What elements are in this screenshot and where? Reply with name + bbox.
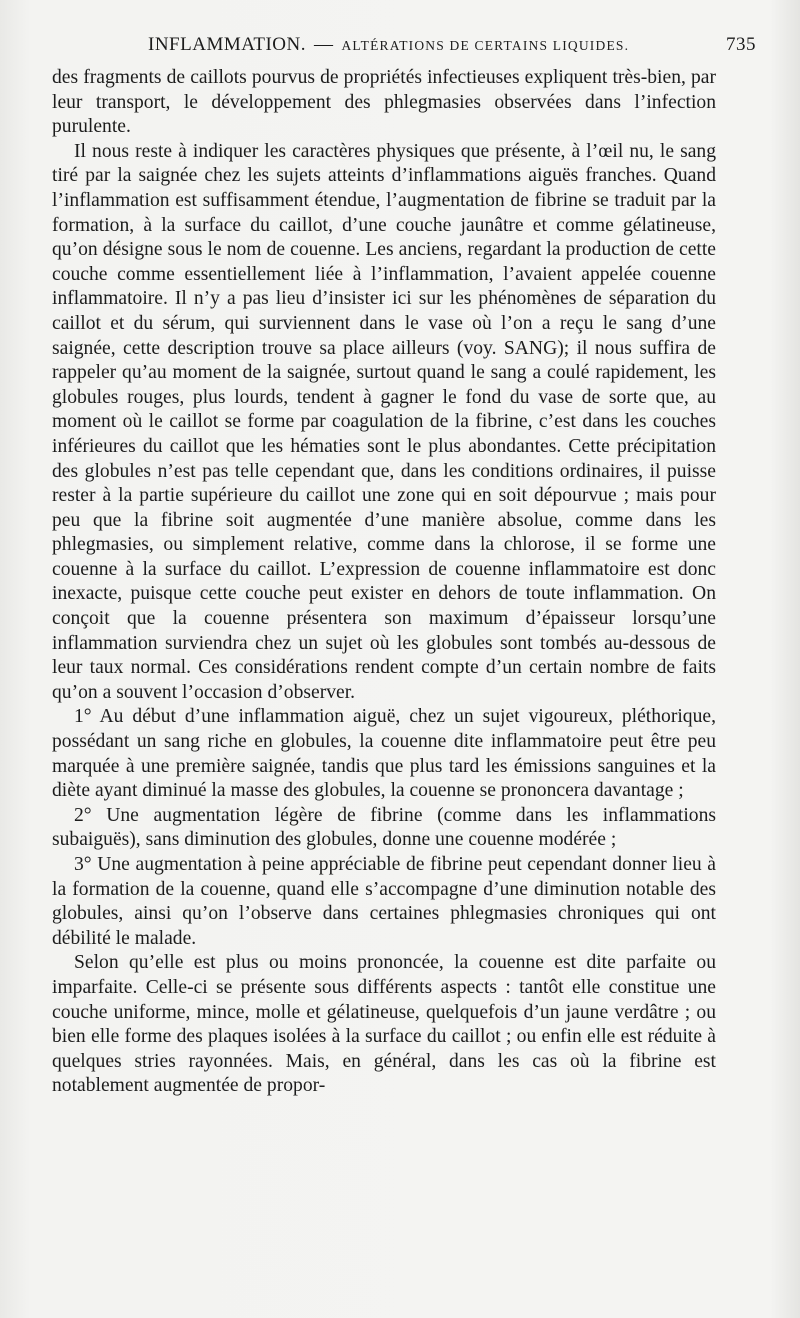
header-title: INFLAMMATION. [148, 34, 306, 55]
header-subtitle: ALTÉRATIONS DE CERTAINS LIQUIDES. [341, 38, 630, 53]
page-number: 735 [726, 34, 756, 55]
paragraph-6: Selon qu’elle est plus ou moins prononcée, la couenne est dite parfaite ou imparfaite. Celle-ci se présente sous différents aspects : tantôt elle constitue une couche uniforme, mince, molle et gélatineuse, quelquefois d’un jaune verdâtre ; ou bien elle forme des plaques isolées à la surface du caillot ; ou enfin elle est réduite à quelques stries rayonnées. Mais, en général, dans les cas où la fibrine est notablement augmentée de propor- [52, 952, 716, 1097]
header-dash: — [313, 34, 334, 55]
running-header [52, 34, 756, 60]
body-text [52, 66, 716, 1099]
paragraph-3: 1° Au début d’une inflammation aiguë, chez un sujet vigoureux, pléthorique, possédant un sang riche en globules, la couenne dite inflammatoire peut être peu marquée à une première saignée, tandis que plus tard les émissions sanguines et la diète ayant diminué la masse des globules, la couenne se prononcera davantage ; [52, 706, 716, 802]
paragraph-2: Il nous reste à indiquer les caractères physiques que présente, à l’œil nu, le sang tiré par la saignée chez les sujets atteints d’inflammations aiguës franches. Quand l’inflammation est suffisamment étendue, l’augmentation de fibrine se traduit par la formation, à la surface du caillot, d’une couche jaunâtre et comme gélatineuse, qu’on désigne sous le nom de couenne. Les anciens, regardant la production de cette couche comme essentiellement liée à l’inflammation, l’avaient appelée couenne inflammatoire. Il n’y a pas lieu d’insister ici sur les phénomènes de séparation du caillot et du sérum, qui surviennent dans le vase où l’on a reçu le sang d’une saignée, cette description trouve sa place ailleurs (voy. SANG); il nous suffira de rappeler qu’au moment de la saignée, surtout quand le sang a coulé rapidement, les globules rouges, plus lourds, tendent à gagner le fond du vase de sorte que, au moment où le caillot se forme par coagulation de la fibrine, c’est dans les couches inférieures du caillot que les hématies sont le plus abondantes. Cette précipitation des globules n’est pas telle cependant que, dans les conditions ordinaires, il puisse rester à la partie supérieure du caillot une zone qui en soit dépourvue ; mais pour peu que la fibrine soit augmentée d’une manière absolue, comme dans les phlegmasies, ou simplement relative, comme dans la chlorose, il se forme une couenne à la surface du caillot. L’expression de couenne inflammatoire est donc inexacte, puisque cette couche peut exister en dehors de toute inflammation. On conçoit que la couenne présentera son maximum d’épaisseur lorsqu’une inflammation surviendra chez un sujet où les globules sont tombés au-dessous de leur taux normal. Ces considérations rendent compte d’un certain nombre de faits qu’on a souvent l’occasion d’observer. [52, 140, 716, 703]
paragraph-5: 3° Une augmentation à peine appréciable de fibrine peut cependant donner lieu à la formation de la couenne, quand elle s’accompagne d’une diminution notable des globules, ainsi qu’on l’observe dans certaines phlegmasies chroniques qui ont débilité le malade. [52, 854, 716, 949]
paragraph-4: 2° Une augmentation légère de fibrine (comme dans les inflammations subaiguës), sans diminution des globules, donne une couenne modérée ; [52, 804, 716, 851]
header-title-group [148, 34, 629, 56]
paragraph-1: des fragments de caillots pourvus de propriétés infectieuses expliquent très-bien, par leur transport, le développement des phlegmasies observées dans l’infection purulente. [52, 67, 716, 138]
